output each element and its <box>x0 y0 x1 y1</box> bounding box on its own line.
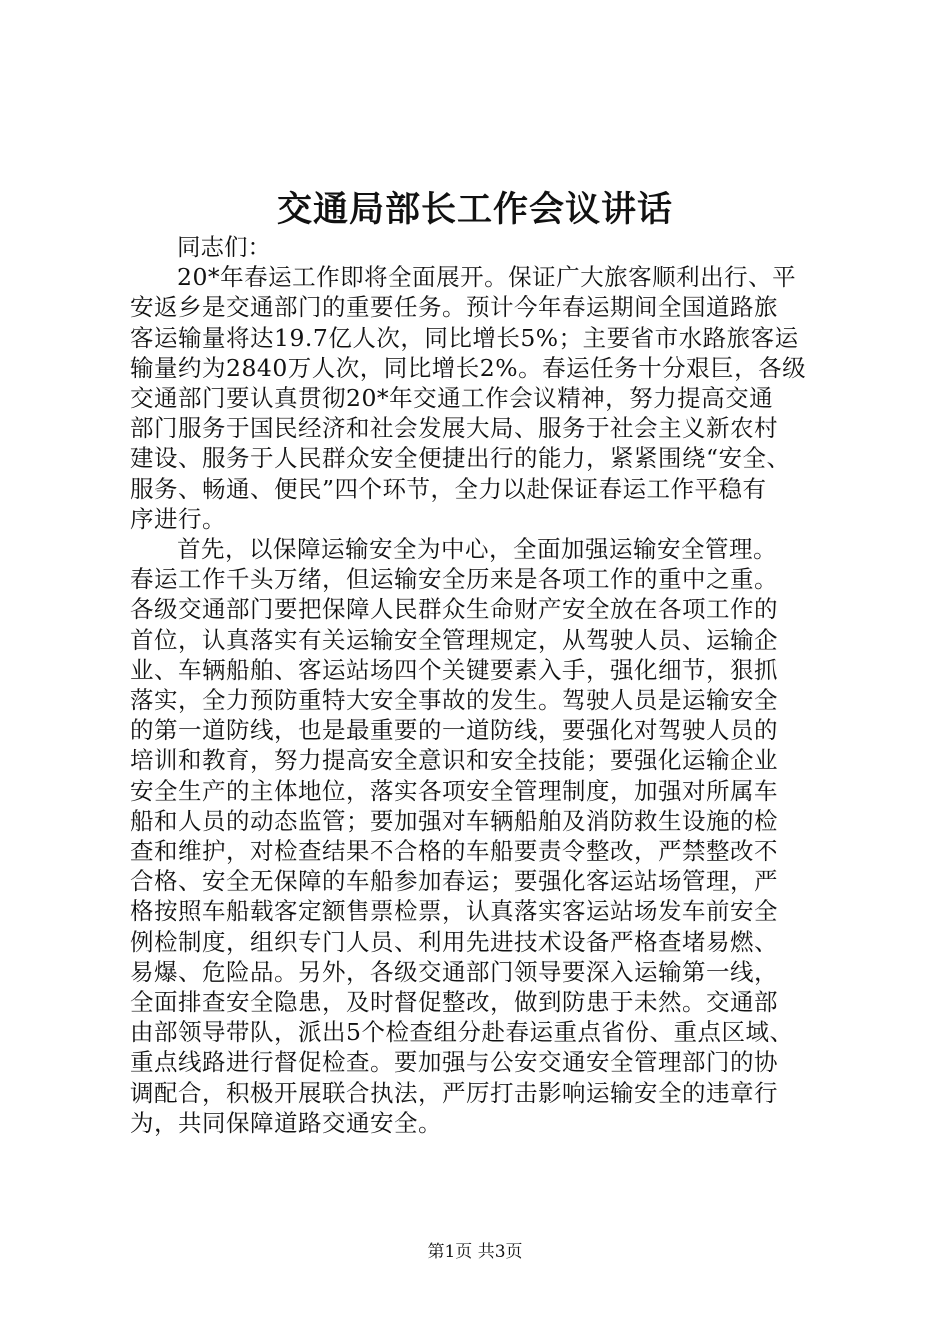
paragraph-2-line: 首位，认真落实有关运输安全管理规定，从驾驶人员、运输企 <box>130 625 778 654</box>
salutation: 同志们： <box>177 233 271 261</box>
paragraph-2-line: 全面排查安全隐患，及时督促整改，做到防患于未然。交通部 <box>130 988 778 1017</box>
paragraph-2-line: 首先，以保障运输安全为中心，全面加强运输安全管理。 <box>177 535 777 564</box>
paragraph-2-line: 船和人员的动态监管；要加强对车辆船舶及消防救生设施的检 <box>130 806 778 835</box>
paragraph-1-line: 序进行。 <box>130 504 226 533</box>
paragraph-2-line: 业、车辆船舶、客运站场四个关键要素入手，强化细节，狠抓 <box>130 655 778 684</box>
paragraph-2-line: 调配合，积极开展联合执法，严厉打击影响运输安全的违章行 <box>130 1078 778 1107</box>
paragraph-2-line: 各级交通部门要把保障人民群众生命财产安全放在各项工作的 <box>130 595 778 624</box>
paragraph-2-line: 由部领导带队，派出5个检查组分赴春运重点省份、重点区域、 <box>130 1018 794 1047</box>
paragraph-1-line: 客运输量将达19.7亿人次，同比增长5%；主要省市水路旅客运 <box>130 323 799 352</box>
document-title: 交通局部长工作会议讲话 <box>276 189 673 230</box>
paragraph-1-line: 服务、畅通、便民”四个环节，全力以赴保证春运工作平稳有 <box>130 474 767 503</box>
paragraph-2-line: 合格、安全无保障的车船参加春运；要强化客运站场管理，严 <box>130 867 778 896</box>
paragraph-2-line: 的第一道防线，也是最重要的一道防线，要强化对驾驶人员的 <box>130 716 778 745</box>
page-footer: 第1页 共3页 <box>427 1242 523 1262</box>
paragraph-1-line: 交通部门要认真贯彻20*年交通工作会议精神，努力提高交通 <box>130 384 774 413</box>
paragraph-2-line: 易爆、危险品。另外，各级交通部门领导要深入运输第一线， <box>130 957 778 986</box>
document-body <box>130 232 830 1138</box>
paragraph-2-line: 安全生产的主体地位，落实各项安全管理制度，加强对所属车 <box>130 776 778 805</box>
paragraph-2-line: 春运工作千头万绪，但运输安全历来是各项工作的重中之重。 <box>130 565 778 594</box>
paragraph-1-line: 建设、服务于人民群众安全便捷出行的能力，紧紧围绕“安全、 <box>130 444 791 473</box>
paragraph-2-line: 查和维护，对检查结果不合格的车船要责令整改，严禁整改不 <box>130 837 778 866</box>
paragraph-1-line: 20*年春运工作即将全面展开。保证广大旅客顺利出行、平 <box>177 263 797 292</box>
paragraph-1-line: 输量约为2840万人次，同比增长2%。春运任务十分艰巨，各级 <box>130 353 807 382</box>
paragraph-2-line: 格按照车船载客定额售票检票，认真落实客运站场发车前安全 <box>130 897 778 926</box>
paragraph-2-line: 重点线路进行督促检查。要加强与公安交通安全管理部门的协 <box>130 1048 778 1077</box>
paragraph-2-line: 为，共同保障道路交通安全。 <box>130 1108 442 1137</box>
paragraph-2-line: 培训和教育，努力提高安全意识和安全技能；要强化运输企业 <box>130 746 778 775</box>
paragraph-1-line: 部门服务于国民经济和社会发展大局、服务于社会主义新农村 <box>130 414 778 443</box>
paragraph-2-line: 例检制度，组织专门人员、利用先进技术设备严格查堵易燃、 <box>130 927 778 956</box>
paragraph-2-line: 落实，全力预防重特大安全事故的发生。驾驶人员是运输安全 <box>130 686 778 715</box>
paragraph-1-line: 安返乡是交通部门的重要任务。预计今年春运期间全国道路旅 <box>130 293 778 322</box>
